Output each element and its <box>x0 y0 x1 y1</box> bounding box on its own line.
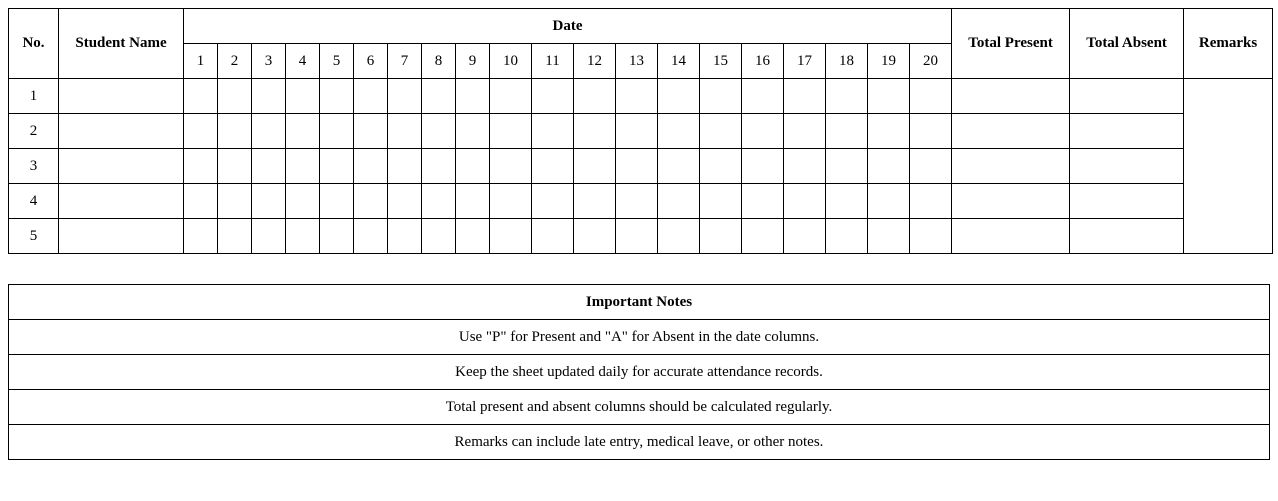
student-name-cell[interactable] <box>59 184 184 219</box>
attendance-cell-day-9[interactable] <box>456 219 490 254</box>
attendance-cell-day-8[interactable] <box>422 79 456 114</box>
attendance-cell-day-13[interactable] <box>616 114 658 149</box>
attendance-cell-day-11[interactable] <box>532 184 574 219</box>
row-number: 5 <box>9 219 59 254</box>
header-day-5: 5 <box>320 44 354 79</box>
attendance-cell-day-19[interactable] <box>868 184 910 219</box>
header-day-3: 3 <box>252 44 286 79</box>
row-number: 2 <box>9 114 59 149</box>
note-row <box>9 425 1270 460</box>
attendance-cell-day-12[interactable] <box>574 114 616 149</box>
header-day-4: 4 <box>286 44 320 79</box>
student-name-cell[interactable] <box>59 114 184 149</box>
total-present-cell[interactable] <box>952 79 1070 114</box>
attendance-cell-day-7[interactable] <box>388 149 422 184</box>
header-day-8: 8 <box>422 44 456 79</box>
attendance-cell-day-14[interactable] <box>658 184 700 219</box>
header-no: No. <box>9 9 59 79</box>
attendance-cell-day-15[interactable] <box>700 114 742 149</box>
student-name-cell[interactable] <box>59 149 184 184</box>
attendance-cell-day-1[interactable] <box>184 149 218 184</box>
attendance-cell-day-15[interactable] <box>700 184 742 219</box>
remarks-cell[interactable] <box>1184 79 1273 254</box>
attendance-cell-day-10[interactable] <box>490 114 532 149</box>
header-day-12: 12 <box>574 44 616 79</box>
total-absent-cell[interactable] <box>1070 149 1184 184</box>
header-remarks: Remarks <box>1184 9 1273 79</box>
attendance-cell-day-20[interactable] <box>910 79 952 114</box>
attendance-cell-day-7[interactable] <box>388 184 422 219</box>
attendance-cell-day-11[interactable] <box>532 219 574 254</box>
attendance-cell-day-11[interactable] <box>532 79 574 114</box>
attendance-cell-day-4[interactable] <box>286 184 320 219</box>
attendance-cell-day-1[interactable] <box>184 114 218 149</box>
attendance-cell-day-2[interactable] <box>218 219 252 254</box>
attendance-cell-day-1[interactable] <box>184 184 218 219</box>
attendance-cell-day-15[interactable] <box>700 79 742 114</box>
attendance-cell-day-15[interactable] <box>700 219 742 254</box>
attendance-cell-day-20[interactable] <box>910 184 952 219</box>
attendance-cell-day-9[interactable] <box>456 184 490 219</box>
attendance-cell-day-8[interactable] <box>422 149 456 184</box>
attendance-cell-day-10[interactable] <box>490 149 532 184</box>
attendance-cell-day-11[interactable] <box>532 149 574 184</box>
attendance-table <box>8 8 1273 254</box>
attendance-cell-day-7[interactable] <box>388 79 422 114</box>
attendance-cell-day-14[interactable] <box>658 149 700 184</box>
note-text: Keep the sheet updated daily for accurate attendance records. <box>9 355 1270 390</box>
attendance-cell-day-17[interactable] <box>784 219 826 254</box>
attendance-cell-day-14[interactable] <box>658 219 700 254</box>
attendance-cell-day-3[interactable] <box>252 219 286 254</box>
attendance-cell-day-4[interactable] <box>286 149 320 184</box>
attendance-cell-day-12[interactable] <box>574 184 616 219</box>
total-present-cell[interactable] <box>952 184 1070 219</box>
attendance-cell-day-11[interactable] <box>532 114 574 149</box>
attendance-cell-day-17[interactable] <box>784 184 826 219</box>
attendance-cell-day-13[interactable] <box>616 79 658 114</box>
attendance-cell-day-18[interactable] <box>826 114 868 149</box>
attendance-cell-day-2[interactable] <box>218 79 252 114</box>
attendance-cell-day-13[interactable] <box>616 149 658 184</box>
attendance-cell-day-10[interactable] <box>490 219 532 254</box>
attendance-cell-day-20[interactable] <box>910 149 952 184</box>
attendance-cell-day-8[interactable] <box>422 114 456 149</box>
attendance-cell-day-7[interactable] <box>388 219 422 254</box>
notes-title: Important Notes <box>9 285 1270 320</box>
attendance-cell-day-16[interactable] <box>742 149 784 184</box>
table-row <box>9 219 1273 254</box>
header-day-14: 14 <box>658 44 700 79</box>
attendance-cell-day-6[interactable] <box>354 184 388 219</box>
row-number: 4 <box>9 184 59 219</box>
header-day-16: 16 <box>742 44 784 79</box>
attendance-cell-day-1[interactable] <box>184 219 218 254</box>
attendance-cell-day-5[interactable] <box>320 79 354 114</box>
notes-body <box>9 320 1270 460</box>
note-text: Use "P" for Present and "A" for Absent in the date columns. <box>9 320 1270 355</box>
attendance-cell-day-17[interactable] <box>784 114 826 149</box>
attendance-body <box>9 79 1273 254</box>
attendance-cell-day-4[interactable] <box>286 79 320 114</box>
total-absent-cell[interactable] <box>1070 114 1184 149</box>
attendance-cell-day-18[interactable] <box>826 184 868 219</box>
attendance-cell-day-14[interactable] <box>658 114 700 149</box>
note-text: Remarks can include late entry, medical leave, or other notes. <box>9 425 1270 460</box>
attendance-cell-day-4[interactable] <box>286 114 320 149</box>
note-row <box>9 320 1270 355</box>
attendance-cell-day-19[interactable] <box>868 219 910 254</box>
attendance-cell-day-12[interactable] <box>574 149 616 184</box>
attendance-cell-day-20[interactable] <box>910 219 952 254</box>
attendance-cell-day-1[interactable] <box>184 79 218 114</box>
attendance-cell-day-19[interactable] <box>868 149 910 184</box>
attendance-cell-day-3[interactable] <box>252 184 286 219</box>
total-absent-cell[interactable] <box>1070 184 1184 219</box>
note-text: Total present and absent columns should be calculated regularly. <box>9 390 1270 425</box>
attendance-cell-day-2[interactable] <box>218 149 252 184</box>
attendance-cell-day-5[interactable] <box>320 114 354 149</box>
attendance-cell-day-4[interactable] <box>286 219 320 254</box>
attendance-cell-day-9[interactable] <box>456 114 490 149</box>
attendance-cell-day-9[interactable] <box>456 149 490 184</box>
attendance-cell-day-19[interactable] <box>868 79 910 114</box>
header-day-15: 15 <box>700 44 742 79</box>
attendance-cell-day-8[interactable] <box>422 184 456 219</box>
table-row <box>9 149 1273 184</box>
attendance-cell-day-6[interactable] <box>354 79 388 114</box>
header-day-7: 7 <box>388 44 422 79</box>
header-total-present: Total Present <box>952 9 1070 79</box>
notes-table <box>8 284 1270 460</box>
attendance-cell-day-18[interactable] <box>826 219 868 254</box>
header-day-10: 10 <box>490 44 532 79</box>
attendance-cell-day-3[interactable] <box>252 114 286 149</box>
header-day-20: 20 <box>910 44 952 79</box>
attendance-cell-day-13[interactable] <box>616 219 658 254</box>
attendance-cell-day-16[interactable] <box>742 184 784 219</box>
header-total-absent: Total Absent <box>1070 9 1184 79</box>
attendance-cell-day-10[interactable] <box>490 184 532 219</box>
attendance-cell-day-16[interactable] <box>742 114 784 149</box>
attendance-cell-day-8[interactable] <box>422 219 456 254</box>
table-row <box>9 184 1273 219</box>
attendance-cell-day-12[interactable] <box>574 79 616 114</box>
attendance-cell-day-19[interactable] <box>868 114 910 149</box>
total-absent-cell[interactable] <box>1070 219 1184 254</box>
header-day-2: 2 <box>218 44 252 79</box>
table-row <box>9 79 1273 114</box>
header-student-name: Student Name <box>59 9 184 79</box>
header-day-13: 13 <box>616 44 658 79</box>
attendance-cell-day-14[interactable] <box>658 79 700 114</box>
attendance-cell-day-6[interactable] <box>354 114 388 149</box>
attendance-cell-day-3[interactable] <box>252 149 286 184</box>
attendance-cell-day-12[interactable] <box>574 219 616 254</box>
attendance-cell-day-16[interactable] <box>742 79 784 114</box>
row-number: 1 <box>9 79 59 114</box>
header-day-17: 17 <box>784 44 826 79</box>
header-day-6: 6 <box>354 44 388 79</box>
total-present-cell[interactable] <box>952 149 1070 184</box>
note-row <box>9 355 1270 390</box>
attendance-cell-day-15[interactable] <box>700 149 742 184</box>
attendance-cell-day-17[interactable] <box>784 149 826 184</box>
student-name-cell[interactable] <box>59 219 184 254</box>
attendance-cell-day-6[interactable] <box>354 149 388 184</box>
attendance-cell-day-2[interactable] <box>218 114 252 149</box>
attendance-cell-day-5[interactable] <box>320 184 354 219</box>
attendance-cell-day-2[interactable] <box>218 184 252 219</box>
attendance-cell-day-13[interactable] <box>616 184 658 219</box>
attendance-cell-day-18[interactable] <box>826 149 868 184</box>
attendance-cell-day-17[interactable] <box>784 79 826 114</box>
note-row <box>9 390 1270 425</box>
header-day-11: 11 <box>532 44 574 79</box>
header-day-9: 9 <box>456 44 490 79</box>
total-present-cell[interactable] <box>952 114 1070 149</box>
row-number: 3 <box>9 149 59 184</box>
total-absent-cell[interactable] <box>1070 79 1184 114</box>
attendance-cell-day-16[interactable] <box>742 219 784 254</box>
attendance-cell-day-20[interactable] <box>910 114 952 149</box>
attendance-cell-day-18[interactable] <box>826 79 868 114</box>
header-date: Date <box>184 9 952 44</box>
header-day-1: 1 <box>184 44 218 79</box>
attendance-cell-day-7[interactable] <box>388 114 422 149</box>
attendance-cell-day-3[interactable] <box>252 79 286 114</box>
attendance-cell-day-5[interactable] <box>320 149 354 184</box>
table-row <box>9 114 1273 149</box>
attendance-cell-day-6[interactable] <box>354 219 388 254</box>
attendance-cell-day-9[interactable] <box>456 79 490 114</box>
total-present-cell[interactable] <box>952 219 1070 254</box>
attendance-cell-day-5[interactable] <box>320 219 354 254</box>
header-day-18: 18 <box>826 44 868 79</box>
student-name-cell[interactable] <box>59 79 184 114</box>
attendance-cell-day-10[interactable] <box>490 79 532 114</box>
header-day-19: 19 <box>868 44 910 79</box>
